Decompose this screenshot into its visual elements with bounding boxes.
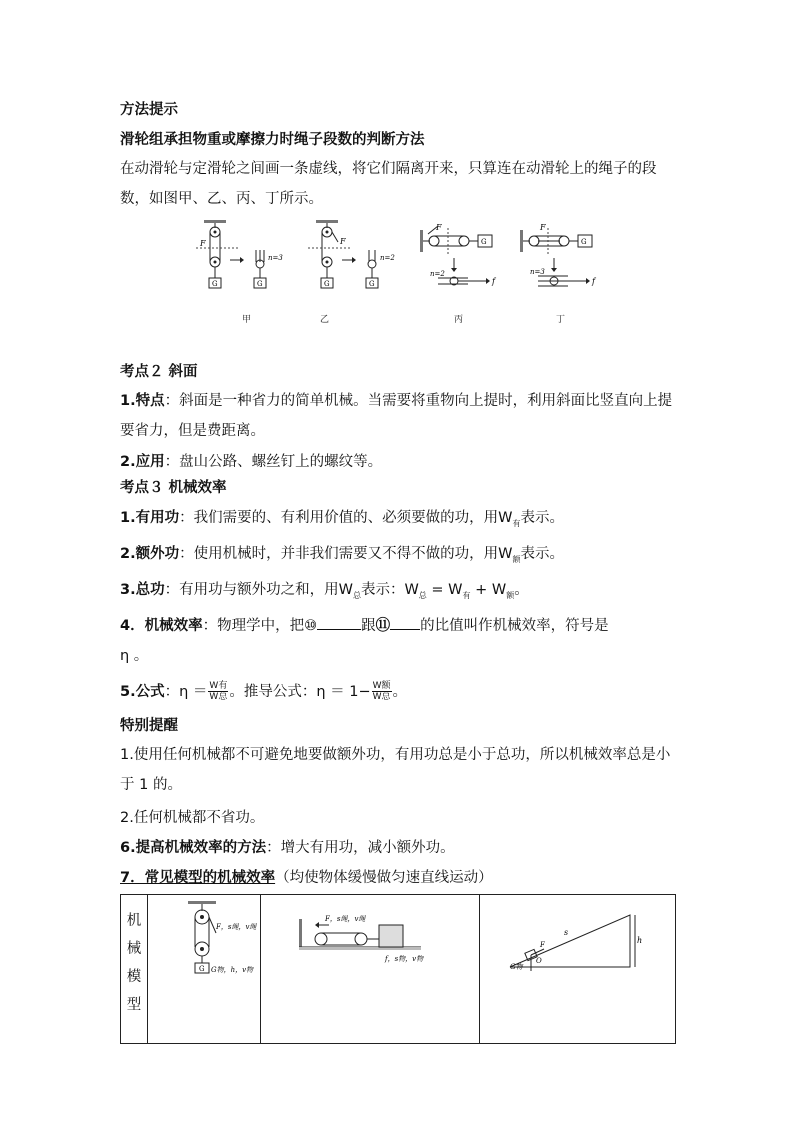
incline-diagram	[480, 895, 670, 995]
point3-item3	[120, 578, 676, 608]
point2-item1-label: 1.特点	[120, 393, 165, 409]
incline-f-label: F	[540, 940, 545, 949]
caption-yi: 乙	[320, 315, 330, 325]
force-label: F	[200, 239, 206, 248]
point3-item4	[120, 614, 676, 638]
caption-jia: 甲	[242, 315, 252, 325]
answer-blank-11[interactable]	[390, 615, 420, 630]
point2-title: 考点２ 斜面	[120, 364, 198, 380]
caption-bing: 丙	[454, 315, 464, 325]
subscript: 额	[506, 590, 515, 600]
answer-blank-10[interactable]	[317, 615, 361, 630]
point3-item3-eq2: + W	[470, 581, 507, 598]
point3-item4-text-a: ：物理学中，把⑩	[202, 617, 318, 634]
diagram-yi	[308, 218, 408, 318]
special-heading: 特别提醒	[120, 717, 178, 734]
pulley-load-label: G物，h，v物	[211, 965, 254, 974]
point3-item3-text: ：有用功与额外功之和，用W	[164, 581, 353, 598]
subscript: 额	[512, 554, 521, 564]
point3-item5: 5.公式：η ＝ $\frac{\text{W有}}{\text{W总}}$ 。推导公式：η ＝ 1− $\frac{\text{W额}}{\text{W总}}$ 。	[120, 681, 408, 703]
point2-item2-label: 2.应用	[120, 454, 165, 470]
pulley-force-label: F，s绳，v绳	[216, 922, 257, 931]
method-tip-subheading: 滑轮组承担物重或摩擦力时绳子段数的判断方法	[120, 132, 425, 148]
load-label: G	[581, 238, 587, 246]
incline-o-label: O	[536, 956, 542, 965]
friction-label: f	[592, 277, 595, 286]
point3-item4-text-c: 的比值叫作机械效率，符号是	[420, 617, 609, 634]
load-label: G	[257, 280, 263, 288]
point6	[120, 836, 676, 860]
point3-item1-tail: 表示。	[520, 510, 564, 526]
point3-item3-mid: 表示：W	[360, 581, 419, 598]
svg-text:G: G	[199, 964, 205, 973]
caption-ding: 丁	[556, 315, 566, 325]
point2-item1	[120, 386, 676, 446]
incline-s-label: s	[564, 927, 569, 937]
point3-item3-tail: 。	[514, 581, 529, 598]
pulley-diagrams	[120, 218, 676, 328]
force-label: F	[436, 223, 442, 232]
mechanical-models-table	[120, 894, 676, 1044]
n-label: n=3	[268, 254, 283, 262]
point7-text: （均使物体缓慢做匀速直线运动）	[275, 869, 493, 886]
row-label-cell: 机 械 模 型	[121, 894, 148, 1043]
point7-label: 7．常见模型的机械效率	[120, 869, 276, 886]
horizontal-force-label: F，s绳，v绳	[325, 914, 366, 923]
point3-item3-eq1: = W	[426, 581, 463, 598]
incline-model-cell	[480, 894, 676, 1043]
eta-symbol: η 。	[120, 647, 149, 664]
method-tip-heading: 方法提示	[120, 102, 178, 118]
point6-label: 6.提高机械效率的方法	[120, 839, 267, 856]
horizontal-model-cell	[261, 894, 480, 1043]
point3-item2	[120, 542, 676, 572]
point7	[120, 866, 676, 890]
force-label: F	[340, 237, 346, 246]
horizontal-pulley-diagram	[261, 895, 479, 995]
point6-text: ：增大有用功，减小额外功。	[266, 839, 455, 856]
point3-item4-text-b: 跟	[361, 617, 376, 634]
load-label: G	[369, 280, 375, 288]
circled-number-11: ⑪	[375, 617, 391, 634]
subscript: 总	[418, 590, 427, 600]
n-label: n=2	[380, 254, 395, 262]
n-label: n=3	[530, 268, 545, 276]
subscript: 总	[352, 590, 361, 600]
pulley-model-cell	[148, 894, 261, 1043]
fraction-useful-over-total: $\frac{\text{W有}}{\text{W总}}$	[209, 681, 228, 703]
fraction-extra-over-total: $\frac{\text{W额}}{\text{W总}}$	[372, 681, 391, 703]
method-tip-body: 在动滑轮与定滑轮之间画一条虚线，将它们隔离开来，只算连在动滑轮上的绳子的段数，如图甲、乙、丙、丁所示。	[120, 161, 657, 207]
point3-item1	[120, 506, 676, 536]
diagram-bing	[418, 218, 508, 318]
horizontal-friction-label: f，s物，v物	[385, 954, 424, 963]
vertical-pulley-diagram	[148, 895, 260, 995]
formula-eta: ：η ＝	[164, 683, 208, 700]
load-label: G	[212, 280, 218, 288]
derived-formula: 。推导公式：η ＝ 1−	[229, 683, 371, 700]
diagram-jia	[196, 218, 296, 318]
point3-item1-label: 1.有用功	[120, 510, 180, 526]
subscript: 有	[512, 518, 521, 528]
point3-item2-tail: 表示。	[520, 545, 564, 562]
point2-item2	[120, 450, 676, 474]
point3-item5-label: 5.公式	[120, 683, 165, 700]
friction-label: f	[492, 277, 495, 286]
incline-h-label: h	[637, 935, 643, 945]
incline-g-label: G物	[510, 962, 523, 971]
subscript: 有	[462, 590, 471, 600]
diagram-ding	[518, 218, 608, 318]
point2-item2-text: ：盘山公路、螺丝钉上的螺纹等。	[164, 454, 383, 470]
point3-item3-label: 3.总功	[120, 581, 165, 598]
point3-item2-label: 2.额外功	[120, 545, 180, 562]
special-tip2: 2.任何机械都不省功。	[120, 809, 265, 826]
load-label: G	[481, 238, 487, 246]
point2-item1-text: ：斜面是一种省力的简单机械。当需要将重物向上提时，利用斜面比竖直向上提要省力，但是费距离。	[120, 393, 673, 439]
point3-item4-label: 4．机械效率	[120, 617, 203, 634]
point3-title: 考点３ 机械效率	[120, 480, 227, 496]
n-label: n=2	[430, 270, 445, 278]
document-page	[120, 96, 676, 1044]
point3-item1-text: ：我们需要的、有利用价值的、必须要做的功，用W	[179, 510, 513, 526]
special-tip1: 1.使用任何机械都不可避免地要做额外功，有用功总是小于总功，所以机械效率总是小于 1 的。	[120, 746, 671, 793]
point3-item2-text: ：使用机械时，并非我们需要又不得不做的功，用W	[179, 545, 513, 562]
load-label: G	[324, 280, 330, 288]
force-label: F	[540, 223, 546, 232]
